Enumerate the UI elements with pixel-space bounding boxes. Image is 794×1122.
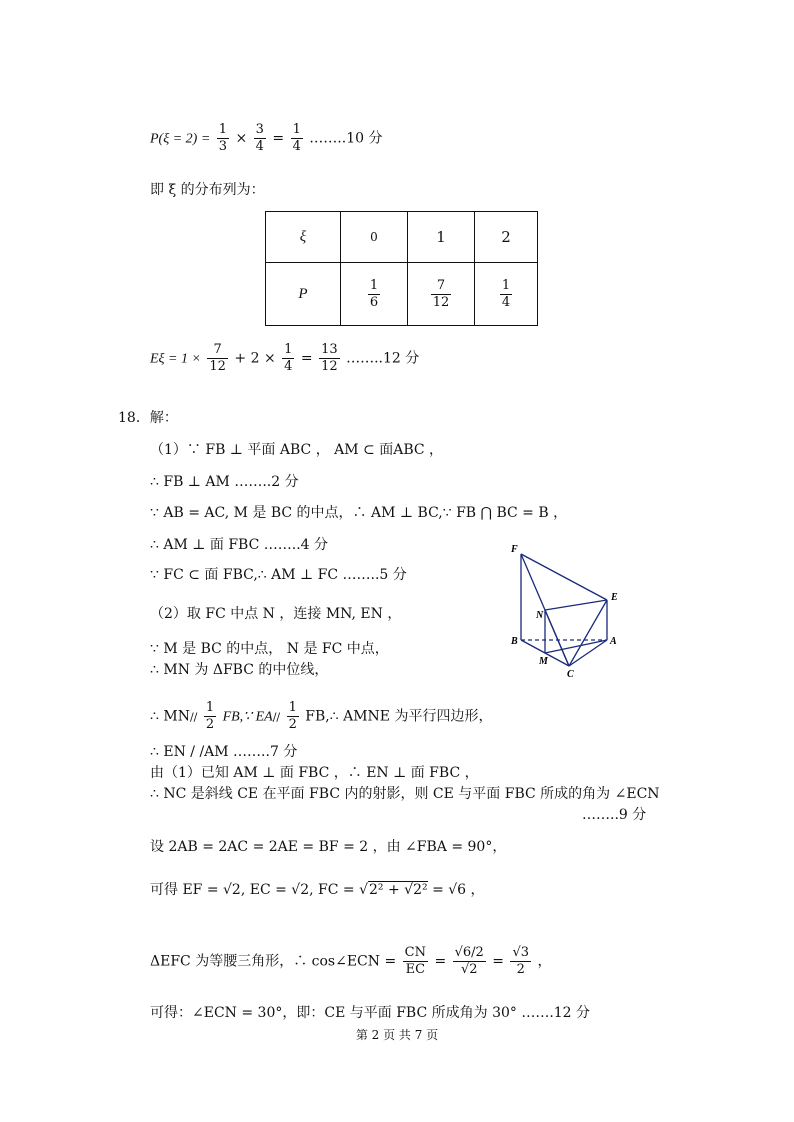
solution-line: ∵ AB = AC, M 是 BC 的中点，∴ AM ⊥ BC,∵ FB ⋂ BC = B ， xyxy=(150,505,568,521)
solution-line: ∴ AM ⊥ 面 FBC ……..4 分 xyxy=(150,537,329,553)
solution-line: ∴ NC 是斜线 CE 在平面 FBC 内的射影，则 CE 与平面 FBC 所成的角为 ∠ECN xyxy=(150,786,660,802)
solution-line: ΔEFC 为等腰三角形，∴ cos∠ECN = $\frac{CN}{EC}$ = $\frac{√6/2}{√2}$ = $\frac{√3}{2}$ ， xyxy=(150,945,552,977)
solution-line: ∵ M 是 BC 的中点， N 是 FC 中点， xyxy=(150,641,389,657)
label-N: N xyxy=(536,610,544,621)
solution-line: ∴ FB ⊥ AM ……..2 分 xyxy=(150,474,299,490)
geometry-figure xyxy=(505,540,625,680)
label-B: B xyxy=(511,636,518,647)
table-cell: ξ xyxy=(266,212,341,263)
label-A: A xyxy=(610,636,617,647)
dist-intro: 即 ξ 的分布列为： xyxy=(150,182,265,198)
score: ……..10 分 xyxy=(309,130,383,147)
solution-line: 设 2AB = 2AC = 2AE = BF = 2 ，由 ∠FBA = 90°， xyxy=(150,839,507,855)
table-cell: 0 xyxy=(341,212,408,263)
table-cell: 2 xyxy=(475,212,538,263)
label-E: E xyxy=(611,592,618,603)
distribution-table xyxy=(265,211,538,326)
question-18-title: 18．解： xyxy=(118,410,178,426)
label-M: M xyxy=(539,656,548,667)
score: ……..12 分 xyxy=(346,350,420,367)
solution-line: ∴ MN// $\frac{1}{2}$ FB,∵ EA// $\frac{1}{2}$ FB,∴ AMNE 为平行四边形， xyxy=(150,700,493,732)
edge-FE xyxy=(521,554,607,600)
label-F: F xyxy=(511,544,518,555)
score: ……..9 分 xyxy=(582,807,647,823)
edge-EC xyxy=(569,600,607,666)
table-cell: $\frac{1}{6}$ xyxy=(341,263,408,326)
table-cell: $\frac{1}{4}$ xyxy=(475,263,538,326)
table-cell: 1 xyxy=(408,212,475,263)
edge-NC xyxy=(545,610,569,666)
expectation-line: Eξ = 1 × $\frac{7}{12}$ + 2 × $\frac{1}{4}$ = $\frac{13}{12}$ ……..12 分 xyxy=(150,342,420,374)
solution-line: ∴ MN 为 ΔFBC 的中位线， xyxy=(150,662,329,678)
solution-line: ∵ FC ⊂ 面 FBC,∴ AM ⊥ FC ……..5 分 xyxy=(150,567,407,583)
p-xi2-lhs: P(ξ = 2) = xyxy=(150,131,211,147)
fraction: $\frac{1}{3}$ xyxy=(218,122,227,154)
page-footer: 第 2 页 共 7 页 xyxy=(355,1028,439,1042)
solution-line: ∴ EN / /AM ……..7 分 xyxy=(150,744,298,760)
fraction: $\frac{1}{4}$ xyxy=(292,122,301,154)
solution-line: （1）∵ FB ⊥ 平面 ABC ， AM ⊂ 面ABC ， xyxy=(150,442,444,458)
label-C: C xyxy=(567,669,574,680)
p-xi2-line: P(ξ = 2) = $\frac{1}{3}$ × $\frac{3}{4}$ = $\frac{1}{4}$ ……..10 分 xyxy=(150,122,383,154)
solution-line: 可得 EF = √2, EC = √2, FC = √2² + √2² = √6 ， xyxy=(150,882,485,898)
edge-NE xyxy=(545,600,607,610)
table-cell: $\frac{7}{12}$ xyxy=(408,263,475,326)
fraction: $\frac{3}{4}$ xyxy=(255,122,264,154)
table-cell: P xyxy=(266,263,341,326)
solution-line: 可得：∠ECN = 30°，即：CE 与平面 FBC 所成角为 30° …….12 分 xyxy=(150,1005,591,1021)
solution-line: 由（1）已知 AM ⊥ 面 FBC ，∴ EN ⊥ 面 FBC ， xyxy=(150,765,479,781)
solution-line: （2）取 FC 中点 N ，连接 MN, EN ， xyxy=(150,606,402,622)
table-row xyxy=(266,212,538,263)
table-row xyxy=(266,263,538,326)
